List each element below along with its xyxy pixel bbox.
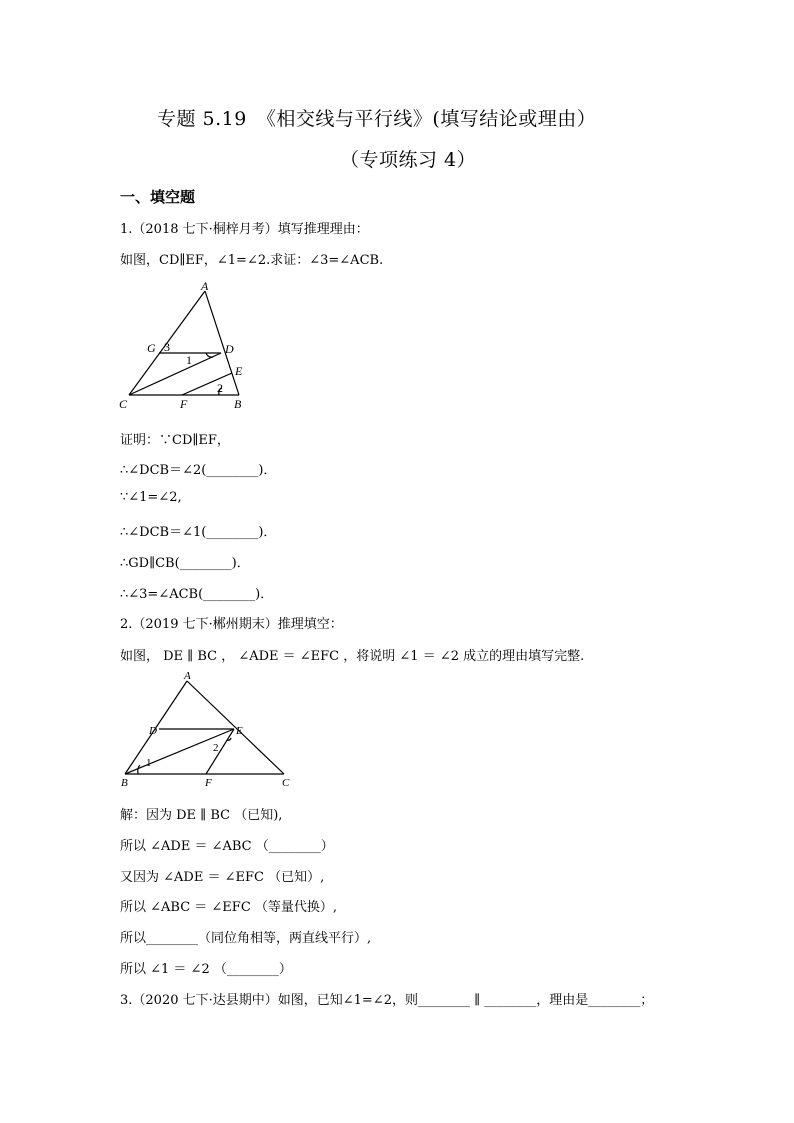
label-F: F	[205, 777, 212, 789]
line-FE	[182, 373, 232, 395]
q1-proof-line: ∴∠DCB＝∠1(________)．	[120, 525, 277, 540]
label-2: 2	[213, 742, 219, 754]
q1-proof-line: ∴∠DCB＝∠2(________)．	[120, 463, 277, 478]
q3-line: 3.（2020 七下·达县期中）如图，已知∠1=∠2，则________ ∥ ________，理由是________；	[120, 993, 654, 1008]
label-F: F	[180, 397, 188, 411]
label-C: C	[282, 777, 290, 789]
label-2: 2	[217, 381, 223, 395]
section-heading: 一、填空题	[120, 188, 196, 206]
q2-solution-line: 所以 ∠ADE ＝ ∠ABC （________）	[120, 839, 334, 854]
line-AB	[205, 291, 239, 395]
q2-solution-line: 又因为 ∠ADE ＝ ∠EFC （已知）,	[120, 870, 325, 885]
q1-proof-line: ∵∠1=∠2,	[120, 490, 182, 505]
q2-solution-line: 所以 ∠ABC ＝ ∠EFC （等量代换）,	[120, 900, 338, 915]
q1-proof-line: ∴GD∥CB(________)．	[120, 556, 250, 571]
q1-prompt: 如图，CD∥EF，∠1=∠2.求证：∠3=∠ACB.	[120, 253, 384, 268]
label-G: G	[147, 341, 156, 355]
q1-header: 1.（2018 七下·桐梓月考）填写推理理由：	[120, 222, 369, 237]
label-1: 1	[186, 353, 192, 367]
label-D: D	[225, 342, 234, 356]
angle1-arc	[138, 765, 140, 774]
label-3: 3	[164, 340, 170, 354]
label-D: D	[149, 725, 157, 737]
label-C: C	[119, 397, 128, 411]
label-E: E	[236, 725, 243, 737]
page-title: 专题 5.19 《相交线与平行线》(填写结论或理由）	[157, 108, 597, 130]
line-CD	[129, 353, 221, 395]
label-1: 1	[146, 757, 152, 769]
q2-solution-line: 所以 ∠1 ＝ ∠2 （________）	[120, 962, 292, 977]
q2-figure	[112, 666, 302, 792]
q2-solution-line: 所以________（同位角相等，两直线平行）,	[120, 931, 372, 946]
label-B: B	[234, 397, 242, 411]
label-E: E	[235, 364, 243, 378]
q2-solution-line: 解：因为 DE ∥ BC （已知),	[120, 808, 283, 823]
q1-proof-line: 证明：∵CD∥EF，	[120, 433, 230, 448]
q2-prompt: 如图， DE ∥ BC ， ∠ADE ＝ ∠EFC ，将说明 ∠1 ＝ ∠2 成立的理由填写完整.	[120, 649, 585, 664]
label-B: B	[121, 777, 128, 789]
q1-figure	[112, 276, 252, 416]
label-A: A	[184, 670, 191, 682]
q2-header: 2.（2019 七下·郴州期末）推理填空：	[120, 617, 343, 632]
label-A: A	[201, 279, 209, 293]
line-EF	[206, 729, 234, 774]
page-subtitle: （专项练习 4）	[340, 149, 477, 171]
q1-proof-line: ∴∠3=∠ACB(________)．	[120, 587, 274, 602]
